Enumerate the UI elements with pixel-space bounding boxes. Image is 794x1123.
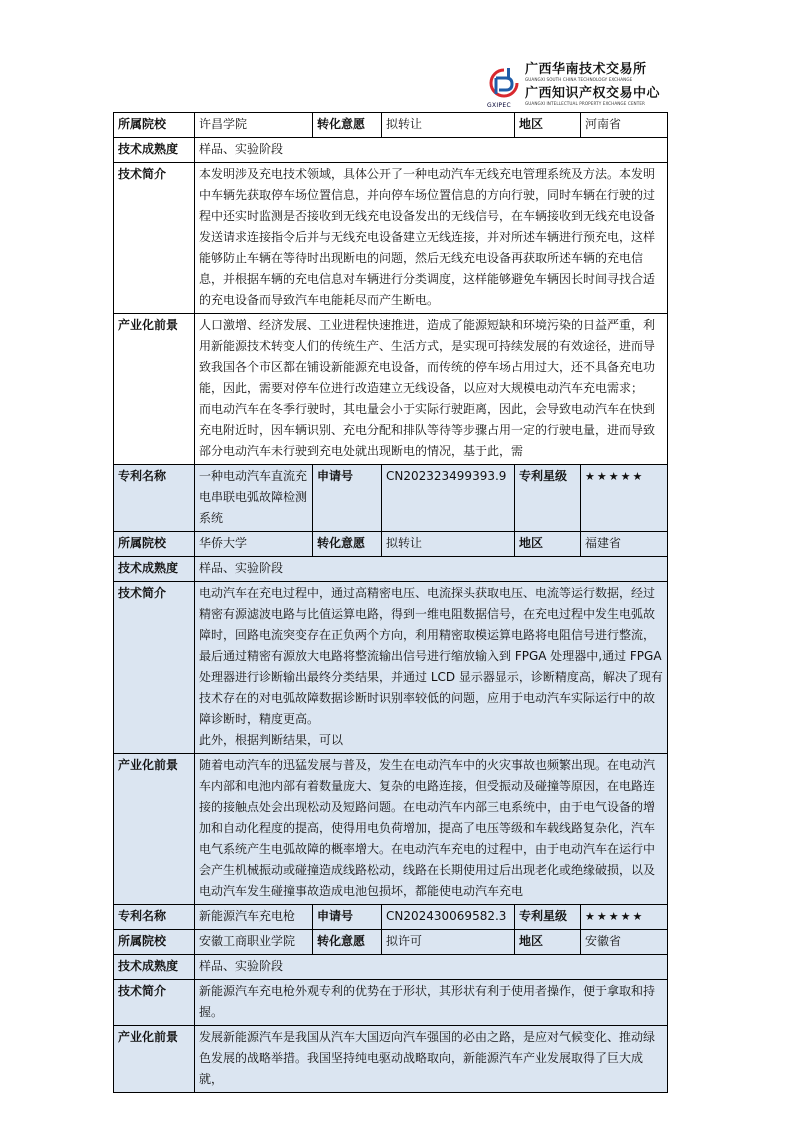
prospect-label: 产业化前景 [114, 314, 195, 465]
summary-label: 技术简介 [114, 582, 195, 754]
maturity-label: 技术成熟度 [114, 955, 195, 980]
summary-value: 新能源汽车充电枪外观专利的优势在于形状，其形状有利于使用者操作，便于拿取和持握。 [195, 980, 668, 1026]
table-row [114, 532, 668, 557]
institution-value: 安徽工商职业学院 [195, 930, 313, 955]
table-row [114, 582, 668, 754]
table-row [114, 754, 668, 905]
table-row [114, 955, 668, 980]
summary-value [195, 582, 668, 754]
institution-label: 所属院校 [114, 930, 195, 955]
table-row [114, 930, 668, 955]
application-no-value: CN202323499393.9 [382, 465, 515, 532]
prospect-value [195, 314, 668, 465]
region-value: 福建省 [581, 532, 668, 557]
transfer-intent-label: 转化意愿 [313, 113, 382, 138]
summary-label: 技术简介 [114, 980, 195, 1026]
application-no-value: CN202430069582.3 [382, 905, 515, 930]
prospect-paragraph: 人口激增、经济发展、工业进程快速推进，造成了能源短缺和环境污染的日益严重，利用新能源技术转变人们的传统生产、生活方式，是实现可持续发展的有效途径，进而导致我国各个市区都在铺设新能源充电设备，而传统的停车场占用过大，还不具备充电功能，因此，需要对停车位进行改造建立无线设备，以应对大规模电动汽车充电需求； [199, 318, 656, 395]
institution-label: 所属院校 [114, 532, 195, 557]
header-logo [487, 62, 687, 112]
application-no-label: 申请号 [313, 905, 382, 930]
maturity-label: 技术成熟度 [114, 138, 195, 163]
region-label: 地区 [515, 930, 581, 955]
table-row [114, 113, 668, 138]
org2-name-en: GUANGXI INTELLECTUAL PROPERTY EXCHANGE CENTER [525, 102, 646, 107]
table-row [114, 1026, 668, 1093]
institution-value: 许昌学院 [195, 113, 313, 138]
maturity-value: 样品、实验阶段 [195, 557, 668, 582]
org1-name-cn: 广西华南技术交易所 [525, 62, 647, 77]
transfer-intent-value: 拟转让 [382, 113, 515, 138]
summary-paragraph: 电动汽车在充电过程中，通过高精密电压、电流探头获取电压、电流等运行数据，经过精密有源滤波电路与比值运算电路，得到一维电阻数据信号，在充电过程中发生电弧故障时，回路电流突变存在正负两个方向，利用精密取模运算电路将电阻信号进行整流，最后通过精密有源放大电路将整流输出信号进行缩放输入到 FPGA 处理器中,通过 FPGA 处理器进行诊断输出最终分类结果，并通过 LCD 显示器显示，诊断精度高，解决了现有技术存在的对电弧故障数据诊断时识别率较低的问题，应用于电动汽车实际运行中的故障诊断时，精度更高。 [199, 586, 663, 726]
transfer-intent-label: 转化意愿 [313, 532, 382, 557]
region-label: 地区 [515, 532, 581, 557]
maturity-value: 样品、实验阶段 [195, 138, 668, 163]
table-row [114, 138, 668, 163]
prospect-value: 随着电动汽车的迅猛发展与普及，发生在电动汽车中的火灾事故也频繁出现。在电动汽车内部和电池内部有着数量庞大、复杂的电路连接，但受振动及碰撞等原因，在电路连接的接触点处会出现松动及短路问题。在电动汽车内部三电系统中，由于电气设备的增加和自动化程度的提高，使得用电负荷增加，提高了电压等级和车载线路复杂化，汽车电气系统产生电弧故障的概率增大。在电动汽车充电的过程中，由于电动汽车在运行中会产生机械振动或碰撞造成线路松动，线路在长期使用过后出现老化或绝缘破损，以及电动汽车发生碰撞事故造成电池包损坏，都能使电动汽车充电 [195, 754, 668, 905]
region-value: 河南省 [581, 113, 668, 138]
maturity-label: 技术成熟度 [114, 557, 195, 582]
prospect-label: 产业化前景 [114, 1026, 195, 1093]
institution-label: 所属院校 [114, 113, 195, 138]
table-row [114, 314, 668, 465]
prospect-label: 产业化前景 [114, 754, 195, 905]
transfer-intent-value: 拟转让 [382, 532, 515, 557]
org1-name-en: GUANGXI SOUTH CHINA TECHNOLOGY EXCHANGE [525, 78, 633, 83]
summary-label: 技术简介 [114, 163, 195, 314]
maturity-value: 样品、实验阶段 [195, 955, 668, 980]
summary-paragraph: 此外，根据判断结果，可以 [199, 733, 344, 747]
patent-name-label: 专利名称 [114, 465, 195, 532]
application-no-label: 申请号 [313, 465, 382, 532]
patent-table [113, 112, 668, 1093]
table-row [114, 163, 668, 314]
region-label: 地区 [515, 113, 581, 138]
patent-rating-label: 专利星级 [515, 465, 581, 532]
transfer-intent-label: 转化意愿 [313, 930, 382, 955]
region-value: 安徽省 [581, 930, 668, 955]
org2-name-cn: 广西知识产权交易中心 [525, 86, 661, 101]
table-row [114, 905, 668, 930]
table-row [114, 465, 668, 532]
patent-name-value: 一种电动汽车直流充电串联电弧故障检测系统 [195, 465, 313, 532]
prospect-value: 发展新能源汽车是我国从汽车大国迈向汽车强国的必由之路，是应对气候变化、推动绿色发展的战略举措。我国坚持纯电驱动战略取向，新能源汽车产业发展取得了巨大成就， [195, 1026, 668, 1093]
patent-name-label: 专利名称 [114, 905, 195, 930]
patent-rating-stars: ★★★★★ [581, 905, 668, 930]
summary-value: 本发明涉及充电技术领域，具体公开了一种电动汽车无线充电管理系统及方法。本发明中车辆先获取停车场位置信息，并向停车场位置信息的方向行驶，同时车辆在行驶的过程中还实时监测是否接收到无线充电设备发出的无线信号，在车辆接收到无线充电设备发送请求连接指令后并与无线充电设备建立无线连接，并对所述车辆进行预充电，这样能够防止车辆在等待时出现断电的问题，然后无线充电设备再获取所述车辆的充电信息，并根据车辆的充电信息对车辆进行分类调度，这样能够避免车辆因长时间寻找合适的充电设备而导致汽车电能耗尽而产生断电。 [195, 163, 668, 314]
transfer-intent-value: 拟许可 [382, 930, 515, 955]
institution-value: 华侨大学 [195, 532, 313, 557]
logo-code: GXIPEC [487, 102, 511, 109]
patent-name-value: 新能源汽车充电枪 [195, 905, 313, 930]
prospect-paragraph: 而电动汽车在冬季行驶时，其电量会小于实际行驶距离，因此，会导致电动汽车在快到充电附近时，因车辆识别、充电分配和排队等待等步骤占用一定的行驶电量，进而导致部分电动汽车未行驶到充电处就出现断电的情况，基于此，需 [199, 402, 656, 458]
patent-rating-stars: ★★★★★ [581, 465, 668, 532]
table-row [114, 557, 668, 582]
table-row [114, 980, 668, 1026]
patent-rating-label: 专利星级 [515, 905, 581, 930]
